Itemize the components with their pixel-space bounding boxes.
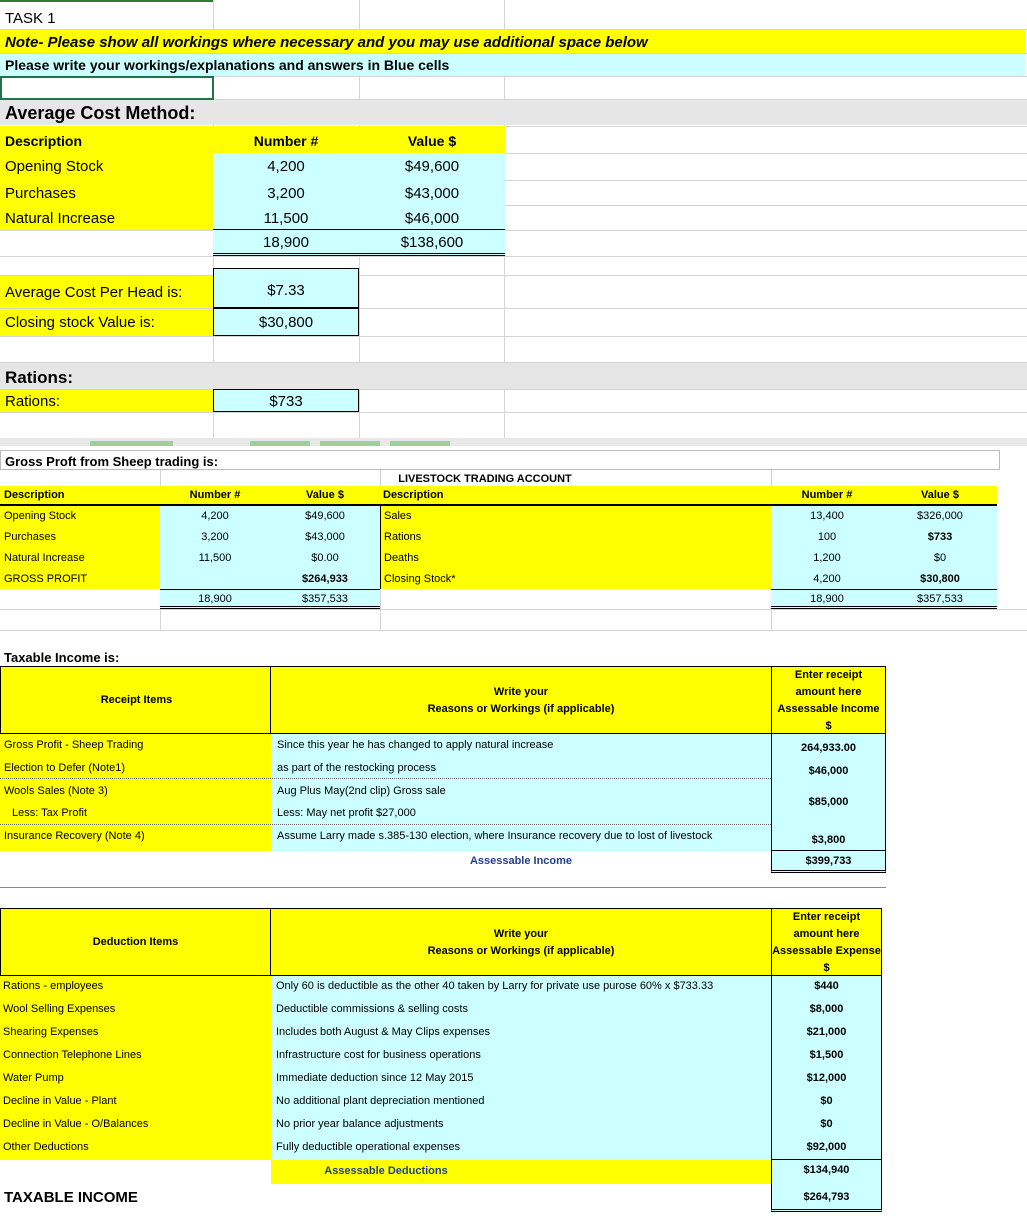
assessable-income-value: $399,733 bbox=[805, 855, 852, 867]
deduction-item: Water Pump bbox=[3, 1072, 64, 1084]
receipt-amount-head-4: $ bbox=[825, 720, 832, 732]
trading-right-header bbox=[380, 486, 997, 506]
receipt-amount-head-1: Enter receipt bbox=[794, 669, 863, 681]
trading-right-total bbox=[771, 589, 997, 609]
trading-left-val: $264,933 bbox=[302, 573, 348, 585]
deduction-amount[interactable]: $0 bbox=[820, 1095, 833, 1107]
deduction-item: Shearing Expenses bbox=[3, 1026, 99, 1038]
deduction-write-head-2: Reasons or Workings (if applicable) bbox=[427, 945, 615, 957]
trading-right-num: 100 bbox=[817, 531, 837, 543]
assessable-deductions-cell[interactable] bbox=[771, 1160, 882, 1184]
receipt-reason[interactable]: Since this year he has changed to apply natural increase bbox=[277, 739, 554, 751]
receipt-items-head: Receipt Items bbox=[100, 694, 173, 706]
receipt-amount-header bbox=[771, 666, 886, 734]
receipt-item: Wools Sales (Note 3) bbox=[4, 785, 108, 797]
deduction-reason[interactable]: Only 60 is deductible as the other 40 taken by Larry for private use purose 60% x $733.33 bbox=[276, 980, 714, 992]
deduction-item: Decline in Value - Plant bbox=[3, 1095, 117, 1107]
receipt-items-header bbox=[0, 666, 271, 734]
receipt-amount[interactable]: $3,800 bbox=[811, 834, 846, 846]
deduction-amount-head-3: Assessable Expense bbox=[772, 945, 881, 957]
avg-cost-row-desc: Purchases bbox=[5, 185, 76, 202]
receipt-amount-head-2: amount here bbox=[795, 686, 862, 698]
deduction-amount-head-4: $ bbox=[823, 962, 830, 974]
receipt-item: Less: Tax Profit bbox=[12, 807, 87, 819]
trading-right-val: $30,800 bbox=[920, 573, 960, 585]
receipt-amount[interactable]: 264,933.00 bbox=[800, 742, 857, 754]
active-tab-indicator bbox=[0, 0, 213, 6]
per-head-label: Average Cost Per Head is: bbox=[5, 284, 183, 301]
trading-right-head-desc: Description bbox=[383, 489, 444, 501]
trading-right-total-num: 18,900 bbox=[810, 593, 844, 605]
deduction-reason[interactable]: Deductible commissions & selling costs bbox=[276, 1003, 468, 1015]
taxable-label-row bbox=[0, 648, 1027, 666]
receipt-reason[interactable]: Aug Plus May(2nd clip) Gross sale bbox=[277, 785, 446, 797]
trading-left-desc: Purchases bbox=[4, 531, 56, 543]
deduction-reason[interactable]: No prior year balance adjustments bbox=[276, 1118, 444, 1130]
avg-cost-heading: Average Cost Method: bbox=[5, 103, 196, 123]
trading-section-label: Gross Proft from Sheep trading is: bbox=[5, 454, 219, 469]
deduction-write-header bbox=[270, 908, 772, 976]
deduction-items-header bbox=[0, 908, 271, 976]
trading-right-val: $733 bbox=[927, 531, 953, 543]
receipt-write-head-1: Write your bbox=[493, 686, 549, 698]
avg-cost-row-desc: Opening Stock bbox=[5, 158, 104, 175]
trading-left-head-desc: Description bbox=[4, 489, 65, 501]
receipt-amount[interactable]: $85,000 bbox=[808, 796, 849, 808]
rations-heading: Rations: bbox=[5, 368, 73, 387]
note-row bbox=[0, 30, 1025, 53]
task-title: TASK 1 bbox=[5, 10, 56, 27]
closing-label: Closing stock Value is: bbox=[5, 314, 155, 331]
trading-left-val: $43,000 bbox=[305, 531, 345, 543]
receipt-divider bbox=[0, 824, 771, 825]
deduction-amount[interactable]: $0 bbox=[820, 1118, 833, 1130]
receipt-item: Election to Defer (Note1) bbox=[4, 762, 126, 774]
selected-cell[interactable] bbox=[0, 76, 214, 100]
deduction-reason[interactable]: Includes both August & May Clips expenses bbox=[276, 1026, 491, 1038]
taxable-income-label: TAXABLE INCOME bbox=[4, 1189, 138, 1206]
deduction-items-head: Deduction Items bbox=[92, 936, 179, 948]
rations-heading-row bbox=[0, 363, 1027, 389]
deduction-amount-head-2: amount here bbox=[793, 928, 860, 940]
assessable-income-cell[interactable] bbox=[771, 851, 886, 873]
per-head-value-cell[interactable] bbox=[213, 268, 359, 308]
avg-cost-row-desc: Natural Increase bbox=[5, 210, 116, 227]
deduction-item: Other Deductions bbox=[3, 1141, 89, 1153]
receipt-item: Gross Profit - Sheep Trading bbox=[4, 739, 144, 751]
receipt-item: Insurance Recovery (Note 4) bbox=[4, 830, 145, 842]
receipt-reason[interactable]: Assume Larry made s.385-130 election, where Insurance recovery due to lost of livestock bbox=[277, 830, 713, 842]
embedded-tab[interactable] bbox=[250, 441, 310, 446]
deduction-reason[interactable]: No additional plant depreciation mentioned bbox=[276, 1095, 485, 1107]
trading-right-val: $326,000 bbox=[917, 510, 963, 522]
receipt-amount-head-3: Assessable Income bbox=[777, 703, 880, 715]
deduction-write-head-1: Write your bbox=[493, 928, 549, 940]
trading-right-num: 4,200 bbox=[813, 573, 841, 585]
avg-cost-row-val: $49,600 bbox=[404, 158, 460, 175]
trading-right-desc: Sales bbox=[384, 510, 412, 522]
closing-value: $30,800 bbox=[258, 314, 314, 331]
per-head-label-cell bbox=[0, 276, 213, 308]
deduction-item: Decline in Value - O/Balances bbox=[3, 1118, 149, 1130]
embedded-tab[interactable] bbox=[320, 441, 380, 446]
trading-right-head-num: Number # bbox=[801, 489, 853, 501]
deduction-amount[interactable]: $21,000 bbox=[806, 1026, 847, 1038]
assessable-deductions-label: Assessable Deductions bbox=[324, 1165, 448, 1177]
avg-cost-col-desc: Description bbox=[5, 133, 83, 149]
receipt-amount[interactable]: $46,000 bbox=[808, 765, 849, 777]
embedded-tab-strip bbox=[0, 438, 1027, 446]
rations-value: $733 bbox=[269, 393, 303, 410]
trading-right-num: 13,400 bbox=[810, 510, 844, 522]
trading-left-head-val: Value $ bbox=[306, 489, 344, 501]
taxable-income-cell[interactable] bbox=[771, 1184, 882, 1212]
rations-label: Rations: bbox=[5, 393, 61, 410]
receipt-reason[interactable]: Less: May net profit $27,000 bbox=[277, 807, 416, 819]
avg-cost-total-val: $138,600 bbox=[400, 234, 464, 251]
rations-value-cell[interactable] bbox=[213, 389, 359, 412]
deduction-reason[interactable]: Fully deductible operational expenses bbox=[276, 1141, 461, 1153]
trading-title: LIVESTOCK TRADING ACCOUNT bbox=[398, 473, 572, 485]
avg-cost-heading-row bbox=[0, 100, 1027, 125]
income-spacer bbox=[0, 872, 886, 888]
embedded-tab[interactable] bbox=[90, 441, 173, 446]
deduction-amount-header bbox=[771, 908, 882, 976]
per-head-value: $7.33 bbox=[267, 282, 305, 299]
trading-left-num: 4,200 bbox=[201, 510, 229, 522]
rations-label-cell bbox=[0, 390, 213, 412]
receipt-reason[interactable]: as part of the restocking process bbox=[277, 762, 436, 774]
trading-left-val: $0.00 bbox=[311, 552, 339, 564]
assessable-deductions-value: $134,940 bbox=[803, 1164, 850, 1176]
trading-left-desc: GROSS PROFIT bbox=[4, 573, 88, 585]
trading-left-num: 3,200 bbox=[201, 531, 229, 543]
deduction-amount[interactable]: $92,000 bbox=[806, 1141, 847, 1153]
taxable-section-label: Taxable Income is: bbox=[4, 650, 120, 665]
deduction-amount[interactable]: $8,000 bbox=[809, 1003, 844, 1015]
trading-right-total-val: $357,533 bbox=[917, 593, 963, 605]
trading-left-total-val: $357,533 bbox=[302, 593, 348, 605]
trading-left-head-num: Number # bbox=[189, 489, 241, 501]
task-note: Note- Please show all workings where necessary and you may use additional space below bbox=[5, 34, 648, 51]
receipt-write-head-2: Reasons or Workings (if applicable) bbox=[427, 703, 615, 715]
trading-right-head-val: Value $ bbox=[921, 489, 959, 501]
avg-cost-row-num: 4,200 bbox=[267, 158, 305, 175]
trading-left-val: $49,600 bbox=[305, 510, 345, 522]
deduction-amount[interactable]: $12,000 bbox=[806, 1072, 847, 1084]
trading-right-desc: Closing Stock* bbox=[384, 573, 456, 585]
avg-cost-total-num: 18,900 bbox=[263, 234, 309, 251]
deduction-item: Wool Selling Expenses bbox=[3, 1003, 116, 1015]
trading-right-num: 1,200 bbox=[813, 552, 841, 564]
assessable-income-label: Assessable Income bbox=[469, 855, 573, 867]
avg-cost-row-num: 11,500 bbox=[263, 210, 309, 227]
receipt-divider bbox=[0, 778, 771, 779]
deduction-item: Rations - employees bbox=[3, 980, 104, 992]
deduction-reason[interactable]: Infrastructure cost for business operations bbox=[276, 1049, 481, 1061]
receipt-write-header bbox=[270, 666, 772, 734]
closing-value-cell[interactable] bbox=[213, 308, 359, 336]
trading-left-desc: Opening Stock bbox=[4, 510, 77, 522]
trading-right-desc: Deaths bbox=[384, 552, 419, 564]
trading-right-val: $0 bbox=[933, 552, 947, 564]
deduction-amount[interactable]: $440 bbox=[814, 980, 839, 992]
avg-cost-col-val: Value $ bbox=[407, 133, 457, 149]
deduction-amount-head-1: Enter receipt bbox=[792, 911, 861, 923]
deduction-item: Connection Telephone Lines bbox=[3, 1049, 142, 1061]
trading-left-total-num: 18,900 bbox=[198, 593, 232, 605]
embedded-tab[interactable] bbox=[390, 441, 450, 446]
trading-label-row bbox=[0, 450, 1000, 470]
avg-cost-total-row bbox=[213, 230, 505, 256]
trading-right-desc: Rations bbox=[384, 531, 422, 543]
taxable-income-value: $264,793 bbox=[803, 1191, 850, 1203]
trading-left-desc: Natural Increase bbox=[4, 552, 85, 564]
avg-cost-col-num: Number # bbox=[253, 133, 319, 149]
trading-left-num: 11,500 bbox=[198, 552, 232, 564]
avg-cost-row-val: $46,000 bbox=[404, 210, 460, 227]
assessable-deductions-label-cell bbox=[271, 1160, 771, 1184]
closing-label-cell bbox=[0, 309, 213, 336]
deduction-reason[interactable]: Immediate deduction since 12 May 2015 bbox=[276, 1072, 474, 1084]
avg-cost-row-val: $43,000 bbox=[404, 185, 460, 202]
trading-left-total bbox=[160, 589, 380, 609]
task-instruction: Please write your workings/explanations and answers in Blue cells bbox=[5, 57, 450, 73]
avg-cost-row-num: 3,200 bbox=[267, 185, 305, 202]
instruction-row bbox=[0, 54, 1025, 76]
trading-left-header bbox=[0, 486, 380, 506]
deduction-amount[interactable]: $1,500 bbox=[809, 1049, 844, 1061]
